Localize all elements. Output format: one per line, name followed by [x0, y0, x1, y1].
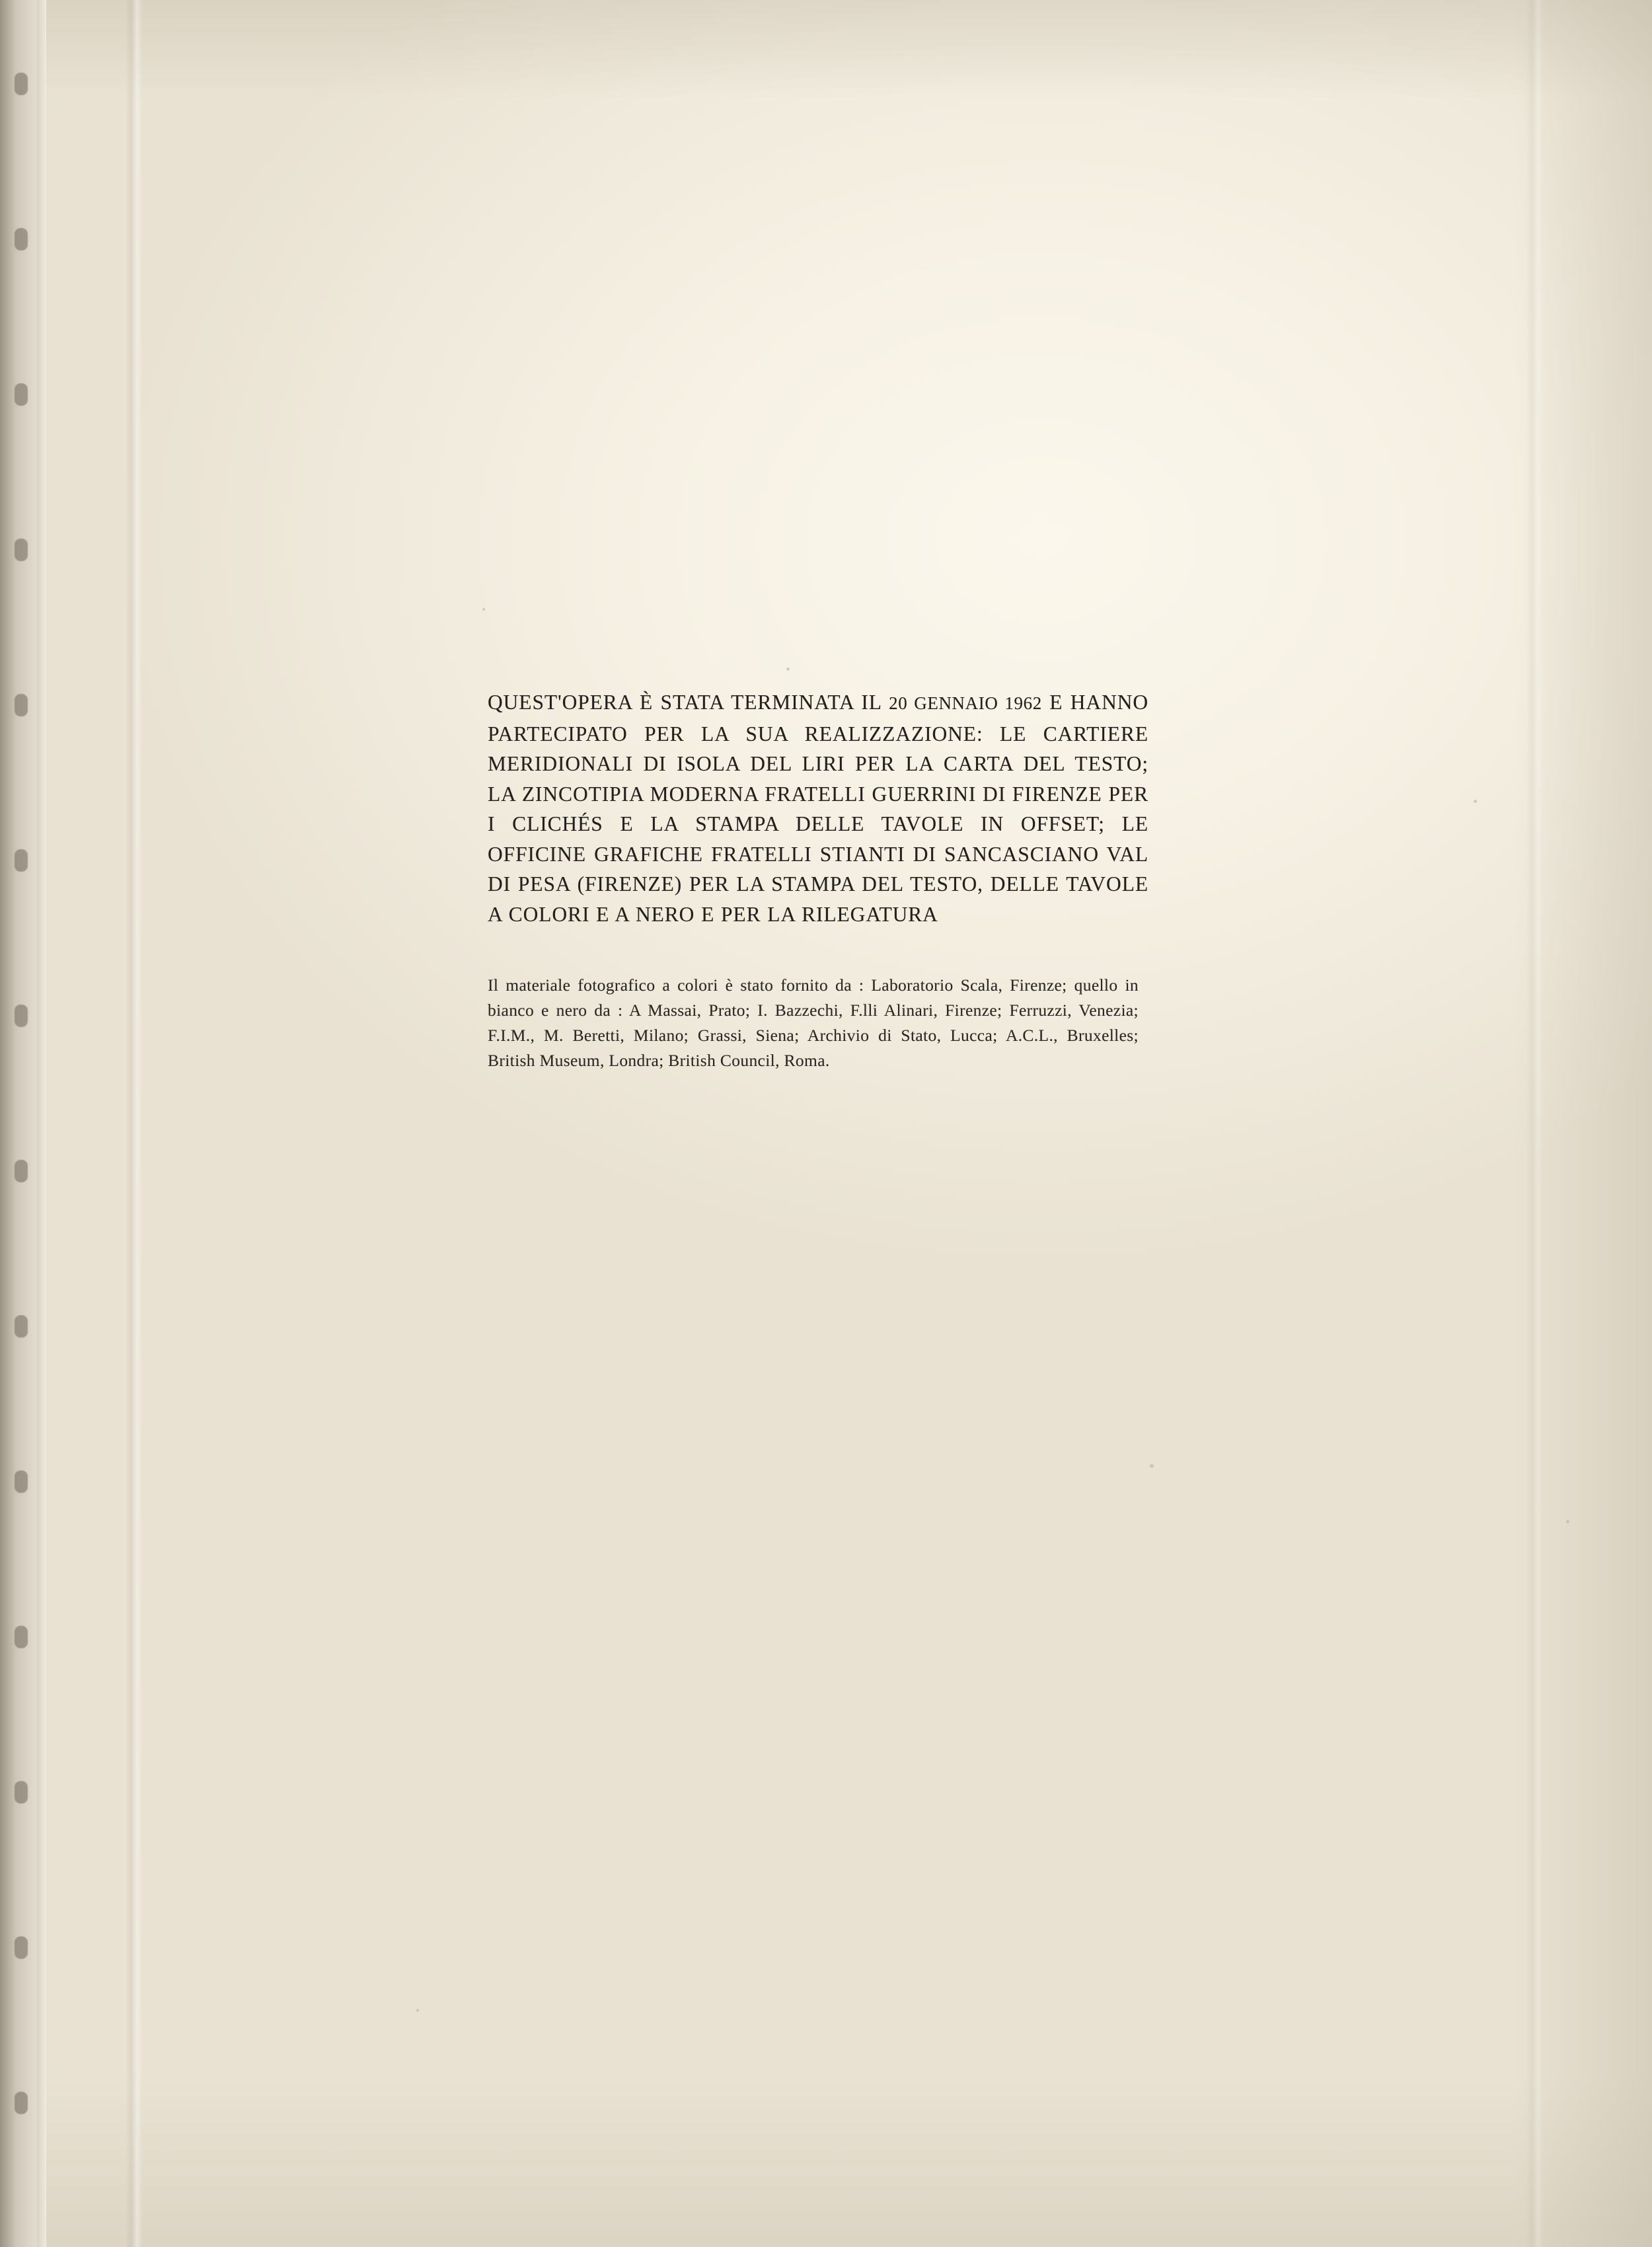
paper-fold-crease [1526, 0, 1544, 2247]
punch-hole [15, 1936, 28, 1959]
photo-credits: Il materiale fotografico a colori è stato fornito da : Laboratorio Scala, Firenze; quello in bianco e nero da : A Massai, Prato; I. Bazzechi, F.lli Alinari, Firenze; Ferruzzi, Venezia; F.I.M., M. Beretti, Milano; Grassi, Siena; Archivio di Stato, Lucca; A.C.L., Bruxelles; British Museum, Londra; British Council, Roma. [488, 975, 1139, 1070]
punch-hole [15, 1315, 28, 1338]
punch-hole [15, 694, 28, 716]
paper-shading-bottom [46, 2075, 1652, 2247]
paper-sheet [46, 0, 1652, 2247]
punch-hole [15, 1470, 28, 1493]
paper-speck [786, 667, 790, 671]
punch-hole [15, 383, 28, 406]
punch-hole [15, 2092, 28, 2114]
paper-speck [1566, 1520, 1569, 1523]
punch-hole [15, 1781, 28, 1804]
colophon-block [488, 687, 1148, 1090]
paper-shading-top [46, 0, 1652, 99]
paper-speck [1150, 1464, 1154, 1468]
punch-hole [15, 228, 28, 250]
gutter-edge [37, 0, 46, 2247]
binding-gutter [0, 0, 37, 2247]
paper-speck [416, 2009, 419, 2012]
paper-speck [482, 608, 485, 611]
punch-hole [15, 539, 28, 561]
paper-fold-crease [126, 0, 143, 2247]
colophon-date: 20 GENNAIO 1962 [889, 693, 1042, 713]
punch-hole [15, 1160, 28, 1182]
punch-hole [15, 1626, 28, 1648]
punch-hole [15, 849, 28, 872]
punch-hole [15, 73, 28, 95]
punch-hole [15, 1005, 28, 1027]
colophon-statement: QUEST'OPERA È STATA TERMINATA IL 20 GENNAIO 1962 E HANNO PARTECIPATO PER LA SUA REALIZZAZIONE: LE CARTIERE MERIDIONALI DI ISOLA DEL LIRI PER LA CARTA DEL TESTO; LA ZINCOTIPIA MODERNA FRATELLI GUERRINI DI FIRENZE PER I CLICHÉS E LA STAMPA DELLE TAVOLE IN OFFSET; LE OFFICINE GRAFICHE FRATELLI STIANTI DI SANCASCIANO VAL DI PESA (FIRENZE) PER LA STAMPA DEL TESTO, DELLE TAVOLE A COLORI E A NERO E PER LA RILEGATURA [488, 691, 1149, 926]
paper-speck [1474, 800, 1477, 803]
